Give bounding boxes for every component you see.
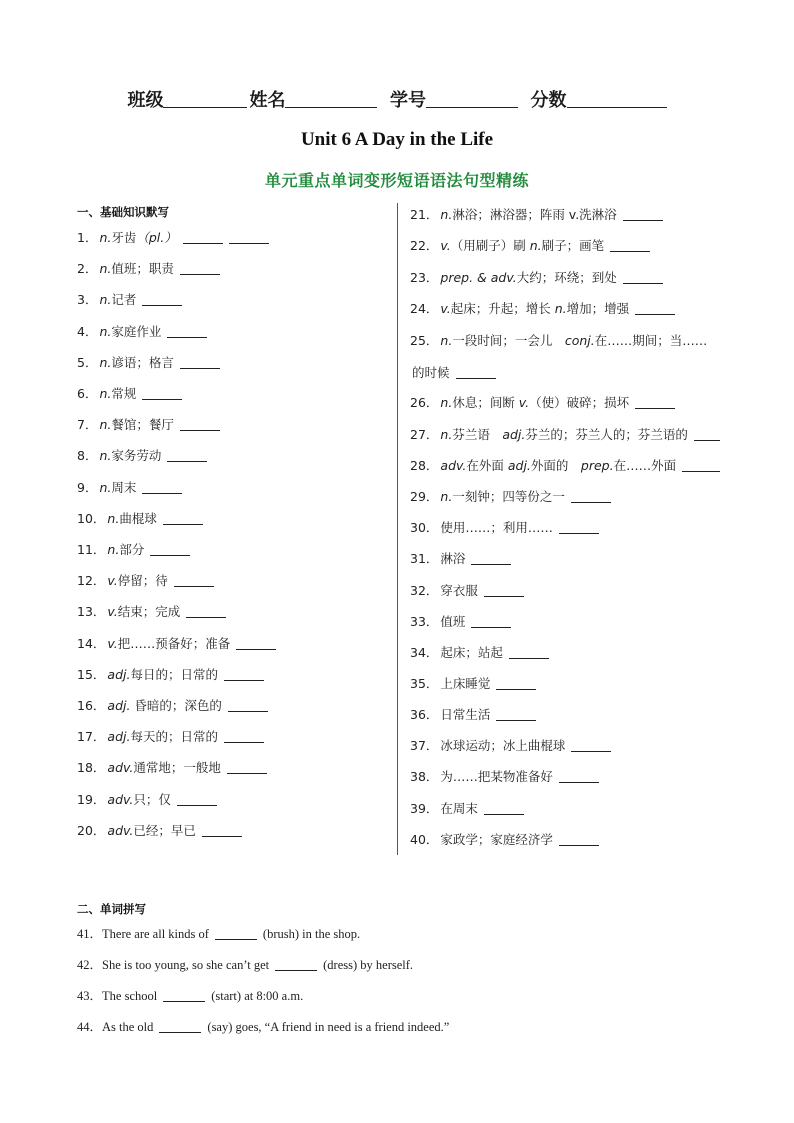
score-label: 分数 — [530, 90, 567, 111]
sentence-hint: (start) at 8:00 a.m. — [211, 989, 304, 1003]
item-meaning: 冰球运动；冰上曲棍球 — [440, 738, 566, 753]
item-meaning: 牙齿 — [111, 230, 137, 245]
vocab-item — [410, 457, 720, 475]
answer-blank[interactable] — [167, 449, 207, 462]
item-number: 18． — [77, 760, 106, 776]
vocab-item — [77, 728, 264, 746]
item-number: 5． — [77, 354, 98, 370]
part-of-speech: n. — [99, 323, 112, 339]
part-of-speech: adv. — [440, 458, 467, 473]
item-extra: （pl.） — [136, 230, 177, 245]
vocab-item — [410, 768, 599, 786]
answer-blank[interactable] — [559, 521, 599, 534]
answer-blank[interactable] — [163, 512, 203, 525]
item-meaning: 结束；完成 — [117, 604, 181, 620]
answer-blank[interactable] — [496, 708, 536, 721]
spelling-sentence — [77, 925, 360, 943]
item-meaning: 在……外面 — [613, 458, 677, 473]
part-of-speech: adv. — [107, 760, 134, 776]
answer-blank[interactable] — [471, 615, 511, 628]
part-of-speech: adj. — [107, 729, 131, 745]
answer-blank[interactable] — [180, 262, 220, 275]
vocab-item — [77, 603, 226, 621]
item-number: 3． — [77, 292, 98, 308]
vocab-item — [77, 759, 267, 777]
item-number: 31． — [410, 551, 439, 566]
sentence-number: 41． — [77, 927, 103, 941]
item-number: 7． — [77, 417, 98, 433]
vocab-item — [410, 613, 511, 631]
item-number: 10． — [77, 510, 106, 526]
class-blank[interactable] — [163, 89, 247, 108]
column-divider — [397, 203, 398, 855]
answer-blank[interactable] — [571, 739, 611, 752]
vocab-item — [410, 206, 663, 224]
item-number: 16． — [77, 698, 106, 713]
answer-blank[interactable] — [275, 958, 317, 971]
item-meaning: 一刻钟；四等份之一 — [452, 489, 565, 504]
item-number: 14． — [77, 635, 106, 651]
item-meaning: 曲棍球 — [119, 510, 157, 526]
item-meaning: 芬兰语 — [452, 427, 503, 442]
answer-blank[interactable] — [610, 239, 650, 252]
part-of-speech: conj. — [564, 333, 595, 348]
vocab-item — [77, 822, 242, 840]
item-meaning: 淋浴 — [440, 551, 466, 566]
vocab-item — [77, 447, 207, 465]
answer-blank[interactable] — [623, 271, 663, 284]
item-meaning: 起床；升起；增长 — [450, 301, 555, 316]
part-of-speech: n. — [99, 386, 112, 401]
item-meaning: 昏暗的；深色的 — [134, 698, 222, 713]
item-meaning: 刷子；画笔 — [541, 238, 605, 253]
item-number: 27． — [410, 427, 439, 442]
sentence-hint: (dress) by herself. — [323, 958, 414, 972]
answer-blank[interactable] — [224, 730, 264, 743]
item-number: 38． — [410, 769, 439, 784]
sentence-number: 44． — [77, 1020, 103, 1034]
item-number: 40． — [410, 832, 439, 847]
vocab-item — [77, 791, 217, 809]
vocab-item — [410, 706, 536, 724]
student-id-blank[interactable] — [426, 89, 518, 108]
answer-blank[interactable] — [174, 574, 214, 587]
item-number: 33． — [410, 614, 439, 629]
part-of-speech: adj. — [107, 698, 135, 713]
item-meaning: 每日的；日常的 — [130, 666, 218, 682]
item-meaning: 休息；间断 — [452, 395, 519, 410]
part-of-speech: n. — [99, 448, 112, 464]
item-number: 20． — [77, 822, 106, 838]
vocab-item — [77, 385, 182, 403]
answer-blank[interactable] — [142, 387, 182, 400]
answer-blank[interactable] — [150, 543, 190, 556]
spelling-sentence — [77, 956, 413, 974]
item-number: 37． — [410, 738, 439, 753]
vocab-item — [77, 541, 190, 559]
item-number: 21． — [410, 207, 439, 222]
item-number: 22． — [410, 238, 439, 253]
part-of-speech: v. — [107, 635, 118, 651]
answer-blank[interactable] — [142, 293, 182, 306]
answer-blank[interactable] — [496, 677, 536, 690]
vocab-item — [410, 675, 536, 693]
item-meaning: 穿衣服 — [440, 583, 478, 598]
item-meaning: 的时候 — [412, 365, 450, 380]
part-of-speech: n. — [99, 292, 112, 308]
item-meaning: 在周末 — [440, 801, 478, 816]
sentence-text: As the old — [102, 1020, 154, 1034]
vocab-item — [410, 550, 511, 568]
item-meaning: 使用……；利用…… — [440, 520, 553, 535]
vocab-item — [410, 394, 675, 412]
item-number: 36． — [410, 707, 439, 722]
answer-blank[interactable] — [227, 761, 267, 774]
item-meaning: 芬兰的；芬兰人的；芬兰语的 — [525, 427, 688, 442]
answer-blank[interactable] — [456, 366, 496, 379]
answer-blank[interactable] — [142, 481, 182, 494]
part-of-speech: n. — [99, 230, 112, 245]
item-meaning: 家务劳动 — [111, 448, 162, 464]
part-of-speech: n. — [554, 301, 567, 316]
item-number: 1． — [77, 230, 98, 245]
answer-blank[interactable] — [509, 646, 549, 659]
student-id-label: 学号 — [390, 90, 426, 111]
sentence-number: 43． — [77, 989, 103, 1003]
answer-blank[interactable] — [694, 428, 720, 441]
class-label: 班级 — [127, 90, 164, 111]
item-number: 39． — [410, 801, 439, 816]
part-of-speech: adj. — [502, 427, 526, 442]
part-of-speech: adj. — [507, 458, 531, 473]
item-meaning: 日常生活 — [440, 707, 491, 722]
item-number: 26． — [410, 395, 439, 410]
vocab-item — [410, 800, 524, 818]
item-meaning: （使）破碎；损坏 — [529, 395, 630, 410]
sentence-text: There are all kinds of — [102, 927, 209, 941]
answer-blank[interactable] — [682, 459, 720, 472]
part-of-speech: v. — [440, 238, 451, 253]
item-meaning: 一段时间；一会儿 — [452, 333, 565, 348]
part-of-speech: v. — [440, 301, 451, 316]
answer-blank[interactable] — [571, 490, 611, 503]
vocab-item — [77, 291, 182, 309]
item-number: 8． — [77, 448, 98, 464]
item-number: 32． — [410, 583, 439, 598]
answer-blank[interactable] — [236, 637, 276, 650]
item-meaning: 起床；站起 — [440, 645, 503, 660]
item-number: 4． — [77, 323, 98, 339]
item-meaning: 每天的；日常的 — [130, 729, 218, 745]
item-number: 28． — [410, 458, 439, 473]
sentence-hint: (brush) in the shop. — [262, 927, 361, 941]
part-of-speech: n. — [99, 261, 112, 277]
spelling-sentence — [77, 987, 303, 1005]
sentence-hint: (say) goes, “A friend in need is a friend indeed.” — [207, 1020, 450, 1034]
part-of-speech: n. — [440, 489, 453, 504]
part-of-speech: n. — [99, 479, 112, 495]
item-meaning: 在……期间；当…… — [594, 333, 708, 348]
item-meaning: 周末 — [111, 479, 137, 495]
item-number: 2． — [77, 261, 98, 277]
answer-blank[interactable] — [180, 356, 220, 369]
page-title: Unit 6 A Day in the Life — [300, 129, 494, 150]
vocab-item — [410, 488, 611, 506]
vocab-item — [77, 510, 203, 528]
item-meaning: 大约；环绕；到处 — [516, 270, 617, 285]
item-meaning: 部分 — [119, 542, 145, 557]
vocab-item — [77, 260, 220, 278]
item-number: 11． — [77, 542, 106, 557]
item-meaning: 外面的 — [530, 458, 581, 473]
part-of-speech: v. — [107, 604, 118, 620]
item-meaning: 通常地；一般地 — [133, 760, 221, 776]
section2-heading: 二、单词拼写 — [77, 902, 146, 916]
item-meaning: 为……把某物准备好 — [440, 769, 553, 784]
answer-blank[interactable] — [215, 927, 257, 940]
item-meaning: 把……预备好；准备 — [117, 635, 231, 651]
part-of-speech: n. — [529, 238, 542, 253]
vocab-item — [77, 416, 220, 434]
answer-blank[interactable] — [228, 699, 268, 712]
part-of-speech: n. — [99, 417, 112, 433]
score-blank[interactable] — [567, 89, 667, 108]
vocab-item — [410, 269, 663, 287]
item-meaning: 谚语；格言 — [111, 354, 174, 370]
item-meaning: 在外面 — [466, 458, 508, 473]
answer-blank[interactable] — [559, 770, 599, 783]
item-number: 34． — [410, 645, 439, 660]
item-number: 35． — [410, 676, 439, 691]
vocab-item — [77, 229, 269, 247]
part-of-speech: adv. — [107, 791, 134, 807]
item-meaning: 只；仅 — [133, 791, 171, 807]
item-meaning: 值班；职责 — [111, 261, 174, 277]
answer-blank[interactable] — [167, 325, 207, 338]
answer-blank[interactable] — [635, 302, 675, 315]
part-of-speech: n. — [107, 542, 120, 557]
answer-blank[interactable] — [183, 231, 223, 244]
item-number: 29． — [410, 489, 439, 504]
part-of-speech: n. — [440, 427, 453, 442]
item-meaning: 停留；待 — [117, 573, 168, 589]
vocab-item — [77, 666, 264, 684]
item-number: 12． — [77, 573, 106, 589]
item-number: 15． — [77, 666, 106, 682]
vocab-item — [77, 323, 207, 341]
answer-blank[interactable] — [224, 668, 264, 681]
sentence-number: 42． — [77, 958, 103, 972]
part-of-speech: adv. — [107, 822, 134, 838]
vocab-item — [77, 697, 268, 715]
part-of-speech: v. — [107, 573, 118, 589]
answer-blank[interactable] — [177, 793, 217, 806]
answer-blank[interactable] — [229, 231, 269, 244]
answer-blank[interactable] — [163, 989, 205, 1002]
vocab-item — [410, 364, 496, 382]
part-of-speech: n. — [107, 510, 120, 526]
part-of-speech: n. — [440, 207, 453, 222]
item-number: 17． — [77, 729, 106, 745]
item-number: 30． — [410, 520, 439, 535]
item-meaning: 常规 — [111, 386, 137, 401]
page-subtitle: 单元重点单词变形短语语法句型精练 — [264, 171, 529, 190]
vocab-item — [77, 572, 214, 590]
sentence-text: The school — [102, 989, 158, 1003]
answer-blank[interactable] — [635, 396, 675, 409]
part-of-speech: prep. & adv. — [440, 270, 517, 285]
item-meaning: 餐馆；餐厅 — [111, 417, 174, 433]
answer-blank[interactable] — [559, 833, 599, 846]
sentence-text: She is too young, so she can’t get — [102, 958, 270, 972]
part-of-speech: n. — [99, 354, 112, 370]
item-meaning: 家政学；家庭经济学 — [440, 832, 553, 847]
item-number: 9． — [77, 479, 98, 495]
item-meaning: 家庭作业 — [111, 323, 162, 339]
part-of-speech: v. — [518, 395, 530, 410]
spelling-sentence — [77, 1018, 449, 1036]
answer-blank[interactable] — [623, 208, 663, 221]
vocab-item — [77, 479, 182, 497]
vocab-item — [410, 519, 599, 537]
vocab-item — [77, 354, 220, 372]
vocab-item — [77, 635, 276, 653]
vocab-item — [410, 237, 650, 255]
answer-blank[interactable] — [180, 418, 220, 431]
vocab-item — [410, 831, 599, 849]
answer-blank[interactable] — [484, 584, 524, 597]
item-meaning: 淋浴；淋浴器；阵雨 v.洗淋浴 — [452, 207, 617, 222]
section1-heading: 一、基础知识默写 — [77, 205, 169, 219]
item-number: 19． — [77, 791, 106, 807]
answer-blank[interactable] — [484, 802, 524, 815]
answer-blank[interactable] — [186, 605, 226, 618]
vocab-item — [410, 332, 720, 350]
part-of-speech: n. — [440, 395, 453, 410]
item-number: 13． — [77, 604, 106, 620]
answer-blank[interactable] — [159, 1020, 201, 1033]
name-blank[interactable] — [285, 89, 377, 108]
item-meaning: 记者 — [111, 292, 137, 308]
item-meaning: （用刷子）刷 — [450, 238, 530, 253]
vocab-item — [410, 426, 720, 444]
item-meaning: 上床睡觉 — [440, 676, 491, 691]
vocab-item — [410, 644, 549, 662]
item-number: 23． — [410, 270, 439, 285]
item-number: 25． — [410, 333, 439, 348]
vocab-item — [410, 582, 524, 600]
item-meaning: 已经；早已 — [133, 822, 196, 838]
vocab-item — [410, 300, 675, 318]
item-number: 6． — [77, 386, 98, 401]
name-label: 姓名 — [249, 90, 286, 111]
student-info-line — [0, 86, 794, 112]
part-of-speech: adj. — [107, 666, 131, 682]
part-of-speech: prep. — [580, 458, 614, 473]
answer-blank[interactable] — [202, 824, 242, 837]
item-meaning: 值班 — [440, 614, 466, 629]
vocab-item — [410, 737, 611, 755]
item-meaning: 增加；增强 — [566, 301, 630, 316]
item-number: 24． — [410, 301, 439, 316]
answer-blank[interactable] — [471, 552, 511, 565]
part-of-speech: n. — [440, 333, 453, 348]
